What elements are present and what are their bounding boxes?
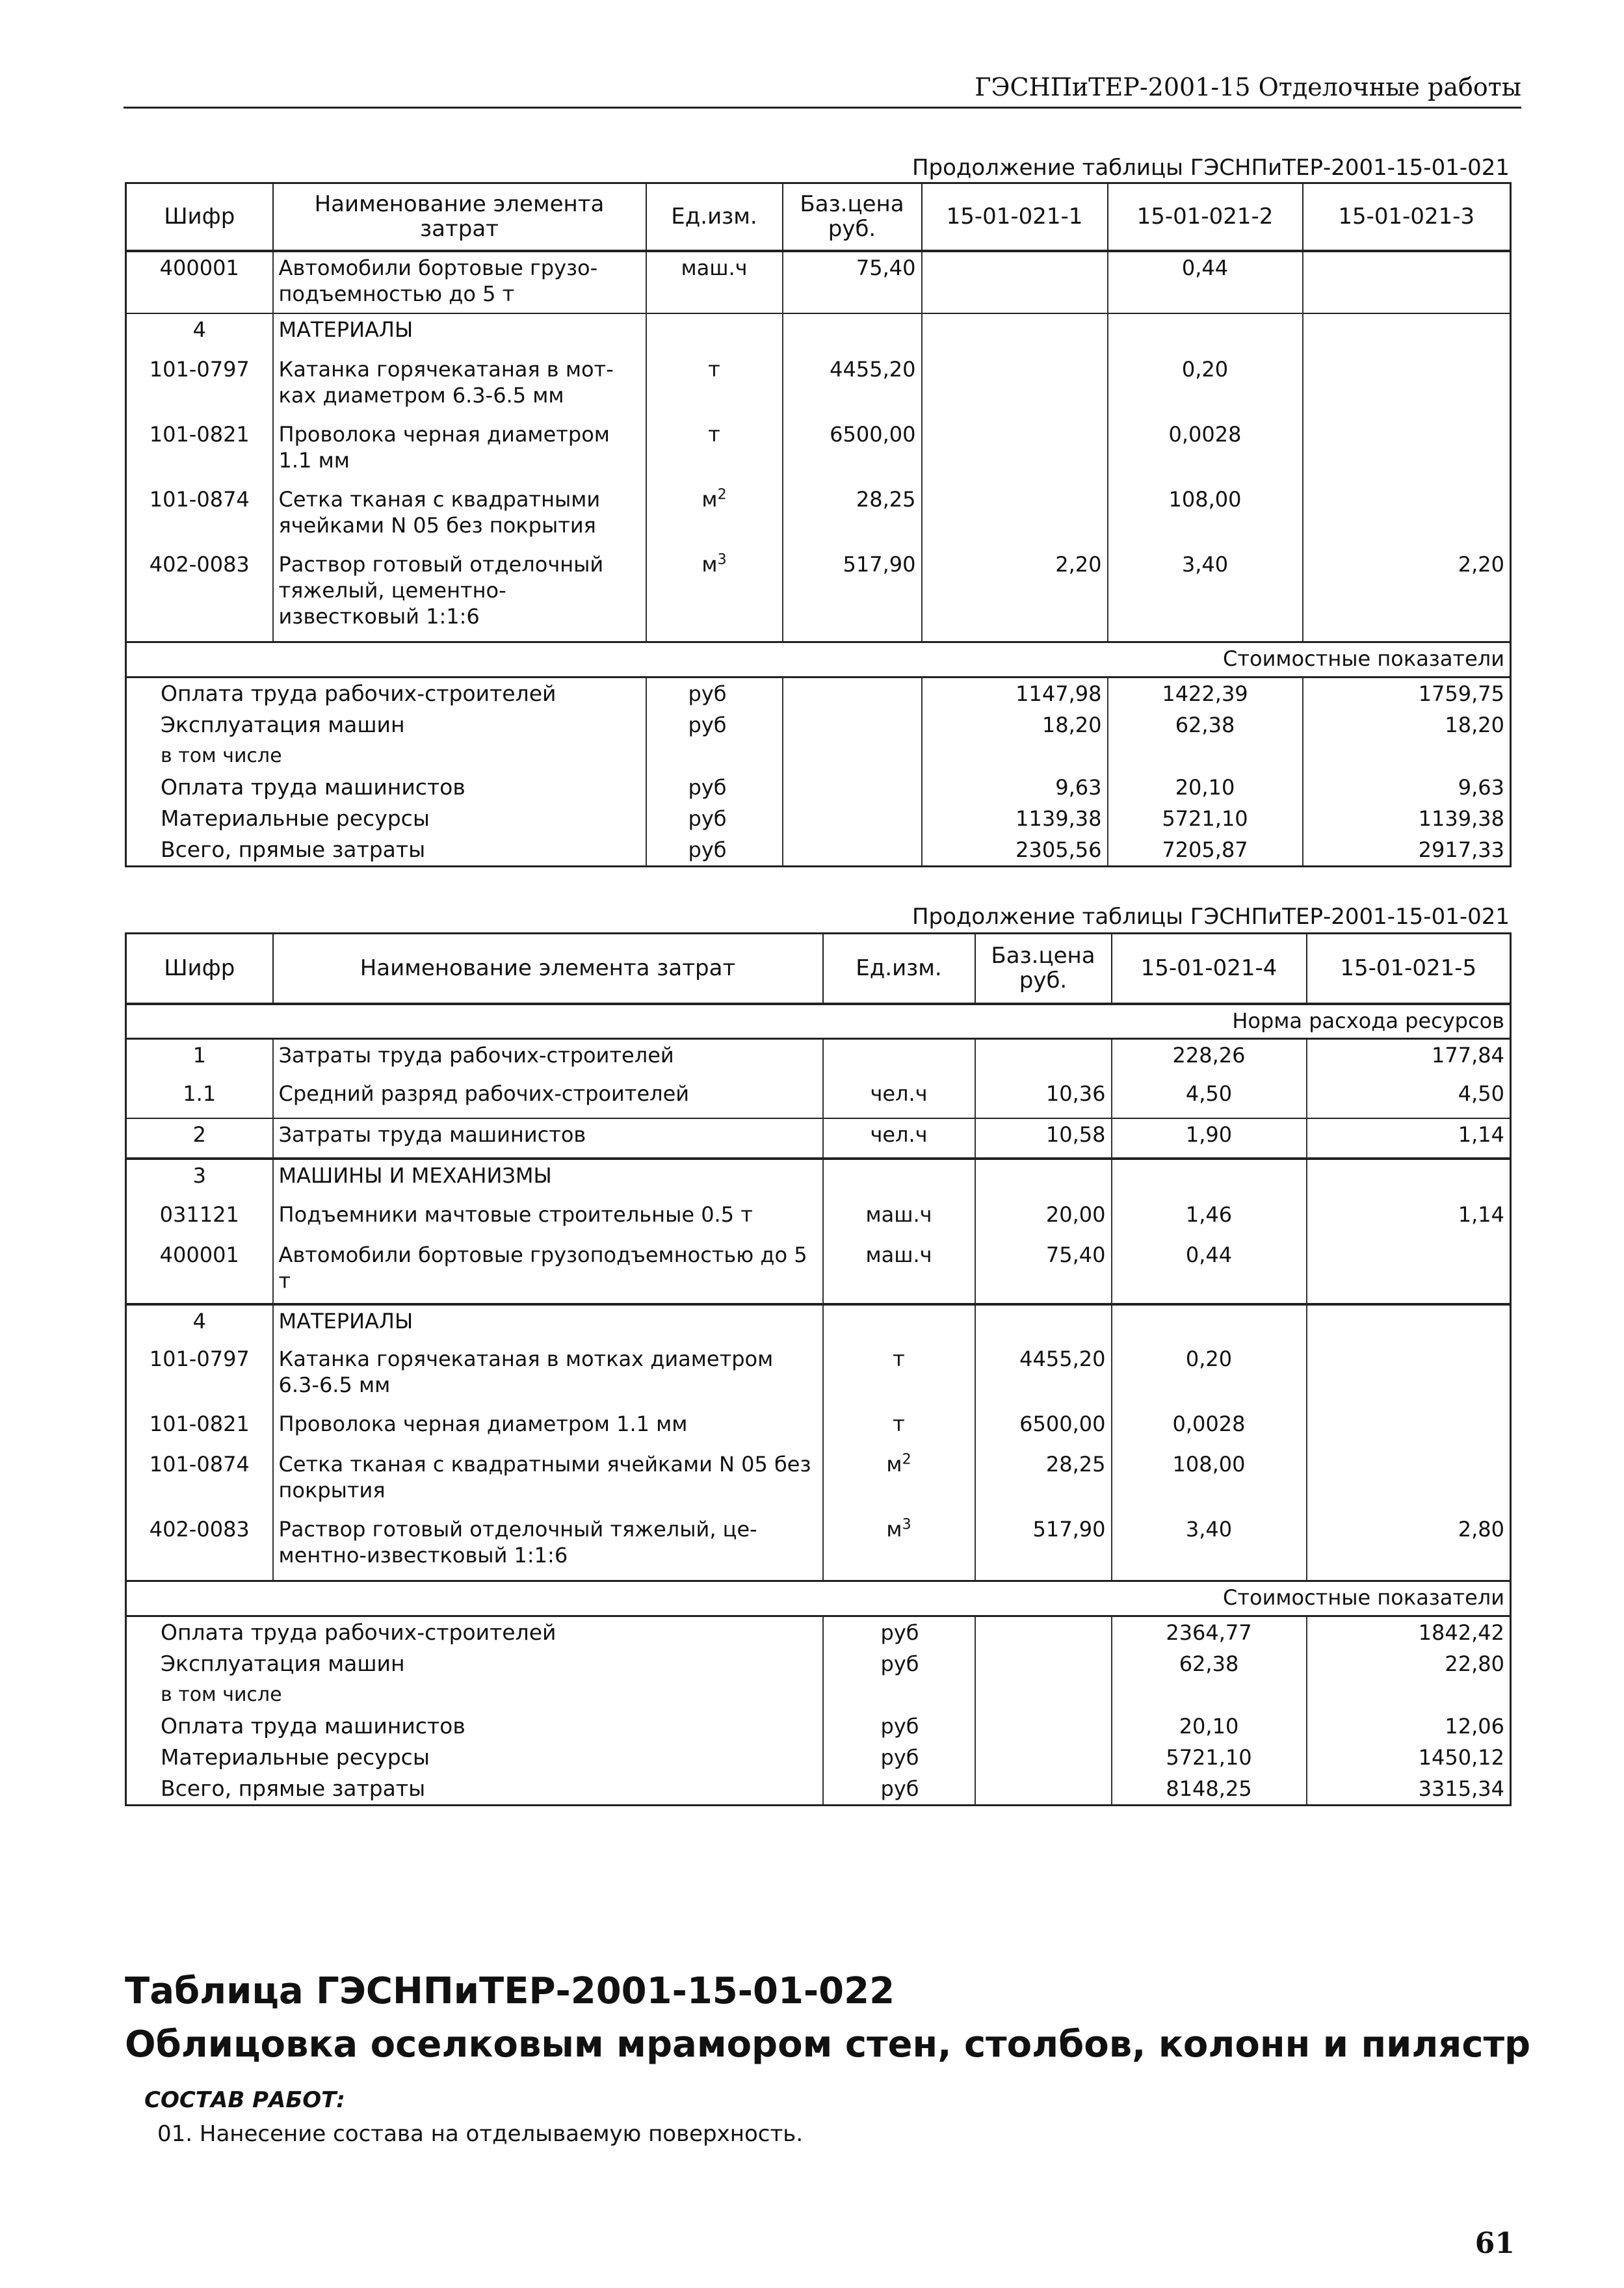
cost-label: Эксплуатация машин xyxy=(126,1648,823,1679)
table1 xyxy=(125,182,1512,867)
next-table-title: Таблица ГЭСНПиТЕР-2001-15-01-022 xyxy=(125,1970,895,2012)
row-name: Автомобили бортовые грузоподъемностью до 5 т xyxy=(273,1239,823,1304)
cost-unit: руб xyxy=(646,677,783,710)
cost-row xyxy=(126,1773,1511,1806)
row-name: Сетка тканая с квадратными ячейками N 05 без покрытия xyxy=(273,484,646,549)
cost-row xyxy=(126,1711,1511,1742)
cost-value-5: 12,06 xyxy=(1307,1711,1511,1742)
t2-header-code: Шифр xyxy=(126,934,273,1004)
row-name: Сетка тканая с квадратными ячейками N 05 без покрытия xyxy=(273,1449,823,1514)
row-code: 1.1 xyxy=(126,1078,273,1118)
cost-label: Оплата труда рабочих-строителей xyxy=(126,1616,823,1649)
row-price: 28,25 xyxy=(783,484,922,549)
table-row xyxy=(126,1408,1511,1449)
t2-header-col5: 15-01-021-5 xyxy=(1307,934,1511,1004)
row-name: Затраты труда машинистов xyxy=(273,1118,823,1159)
row-value-1: 2,20 xyxy=(922,549,1108,642)
cost-value-4: 62,38 xyxy=(1112,1648,1307,1679)
row-unit: $м^3$ xyxy=(646,549,783,642)
row-unit: т xyxy=(823,1343,975,1408)
row-value-5: 2,80 xyxy=(1307,1514,1511,1581)
row-value-4: 0,0028 xyxy=(1112,1408,1307,1449)
row-unit: т xyxy=(823,1408,975,1449)
row-code: 101-0821 xyxy=(126,419,273,484)
row-unit: маш.ч xyxy=(823,1199,975,1239)
row-value-4: 228,26 xyxy=(1112,1039,1307,1078)
t2-header-unit: Ед.изм. xyxy=(823,934,975,1004)
cost-value-5: 1450,12 xyxy=(1307,1742,1511,1773)
row-code: 1 xyxy=(126,1039,273,1078)
row-value-5 xyxy=(1307,1239,1511,1304)
row-value-5 xyxy=(1307,1343,1511,1408)
cost-row xyxy=(126,677,1511,710)
row-unit xyxy=(823,1039,975,1078)
cost-unit: руб xyxy=(823,1742,975,1773)
row-value-4: 1,46 xyxy=(1112,1199,1307,1239)
row-name: Затраты труда рабочих-строителей xyxy=(273,1039,823,1078)
table1-caption: Продолжение таблицы ГЭСНПиТЕР-2001-15-01-021 xyxy=(911,155,1510,181)
cost-value-1: 2305,56 xyxy=(922,834,1108,867)
cost-row xyxy=(126,709,1511,741)
cost-value-5: 1842,42 xyxy=(1307,1616,1511,1649)
row-code: 402-0083 xyxy=(126,1514,273,1581)
cost-label: Оплата труда рабочих-строителей xyxy=(126,677,646,710)
row-unit: маш.ч xyxy=(823,1239,975,1304)
page-number: 61 xyxy=(1474,2227,1515,2260)
cost-unit: руб xyxy=(823,1711,975,1742)
cost-header-row xyxy=(126,1581,1511,1616)
section-title: МАТЕРИАЛЫ xyxy=(273,1304,823,1343)
row-unit: чел.ч xyxy=(823,1118,975,1159)
row-value-3 xyxy=(1303,354,1511,419)
t1-header-unit: Ед.изм. xyxy=(646,183,783,251)
row-code: 3 xyxy=(126,1159,273,1199)
row-code: 2 xyxy=(126,1118,273,1159)
row-value-1 xyxy=(922,484,1108,549)
cost-label: Эксплуатация машин xyxy=(126,709,646,741)
cost-value-1: 18,20 xyxy=(922,709,1108,741)
row-unit: $м^2$ xyxy=(646,484,783,549)
cost-value-3: 18,20 xyxy=(1303,709,1511,741)
row-code: 031121 xyxy=(126,1199,273,1239)
row-value-3 xyxy=(1303,251,1511,313)
cost-unit: руб xyxy=(646,709,783,741)
cost-unit: руб xyxy=(823,1616,975,1649)
row-code: 400001 xyxy=(126,251,273,313)
t1-header-col3: 15-01-021-3 xyxy=(1303,183,1511,251)
row-value-4: 0,44 xyxy=(1112,1239,1307,1304)
row-unit: чел.ч xyxy=(823,1078,975,1118)
cost-value-3: 2917,33 xyxy=(1303,834,1511,867)
cost-label: Материальные ресурсы xyxy=(126,803,646,834)
cost-header: Стоимостные показатели xyxy=(126,1581,1511,1616)
row-price: 75,40 xyxy=(783,251,922,313)
table-row xyxy=(126,1304,1511,1343)
row-value-4: 0,20 xyxy=(1112,1343,1307,1408)
table2-caption: Продолжение таблицы ГЭСНПиТЕР-2001-15-01-021 xyxy=(911,904,1510,930)
row-value-5 xyxy=(1307,1449,1511,1514)
row-value-4: 3,40 xyxy=(1112,1514,1307,1581)
row-code: 101-0821 xyxy=(126,1408,273,1449)
t1-header-price: Баз.цена руб. xyxy=(783,183,922,251)
table-row xyxy=(126,1199,1511,1239)
row-price: 10,36 xyxy=(975,1078,1112,1118)
cost-value-1: 9,63 xyxy=(922,772,1108,803)
row-code: 101-0874 xyxy=(126,484,273,549)
norm-header-row xyxy=(126,1004,1511,1039)
cost-label: Оплата труда машинистов xyxy=(126,1711,823,1742)
table-row xyxy=(126,484,1511,549)
section-title: МАШИНЫ И МЕХАНИЗМЫ xyxy=(273,1159,823,1199)
row-unit: т xyxy=(646,419,783,484)
cost-value-3: 1139,38 xyxy=(1303,803,1511,834)
cost-value-4: 5721,10 xyxy=(1112,1742,1307,1773)
row-unit: т xyxy=(646,354,783,419)
next-table-subtitle: Облицовка оселковым мрамором стен, столбов, колонн и пилястр xyxy=(125,2023,1531,2066)
cost-row xyxy=(126,1742,1511,1773)
row-value-2: 0,20 xyxy=(1108,354,1303,419)
row-code: 400001 xyxy=(126,1239,273,1304)
t2-header-price: Баз.цена руб. xyxy=(975,934,1112,1004)
row-name: Раствор готовый отделочный тяжелый, цементно-известковый 1:1:6 xyxy=(273,549,646,642)
row-value-3 xyxy=(1303,484,1511,549)
row-value-2: 0,0028 xyxy=(1108,419,1303,484)
row-price xyxy=(975,1039,1112,1078)
work-item: 01. Нанесение состава на отделываемую поверхность. xyxy=(157,2121,804,2147)
row-price: 20,00 xyxy=(975,1199,1112,1239)
table-row xyxy=(126,1118,1511,1159)
table-row xyxy=(126,1159,1511,1199)
row-price: 4455,20 xyxy=(783,354,922,419)
row-value-5: 4,50 xyxy=(1307,1078,1511,1118)
cost-value-5: 3315,34 xyxy=(1307,1773,1511,1806)
row-value-5: 1,14 xyxy=(1307,1118,1511,1159)
row-name: Катанка горячекатаная в мот-ках диаметром 6.3-6.5 мм xyxy=(273,354,646,419)
row-value-4: 4,50 xyxy=(1112,1078,1307,1118)
cost-value-2: 7205,87 xyxy=(1108,834,1303,867)
cost-value-2: 62,38 xyxy=(1108,709,1303,741)
table-row xyxy=(126,354,1511,419)
table-row xyxy=(126,1239,1511,1304)
row-price: 28,25 xyxy=(975,1449,1112,1514)
table2 xyxy=(125,932,1512,1806)
row-value-1 xyxy=(922,354,1108,419)
cost-value-5: 22,80 xyxy=(1307,1648,1511,1679)
cost-label: Оплата труда машинистов xyxy=(126,772,646,803)
row-name: Средний разряд рабочих-строителей xyxy=(273,1078,823,1118)
running-header: ГЭСНПиТЕР-2001-15 Отделочные работы xyxy=(124,70,1521,109)
row-unit: $м^3$ xyxy=(823,1514,975,1581)
section-title: МАТЕРИАЛЫ xyxy=(273,313,646,354)
t2-header-name: Наименование элемента затрат xyxy=(273,934,823,1004)
row-unit: $м^2$ xyxy=(823,1449,975,1514)
row-code: 101-0797 xyxy=(126,1343,273,1408)
table-row xyxy=(126,251,1511,313)
cost-unit: руб xyxy=(823,1648,975,1679)
cost-value-4: 8148,25 xyxy=(1112,1773,1307,1806)
table-row xyxy=(126,1514,1511,1581)
cost-value-2: 20,10 xyxy=(1108,772,1303,803)
row-price: 4455,20 xyxy=(975,1343,1112,1408)
t1-header-name: Наименование элемента затрат xyxy=(273,183,646,251)
cost-row xyxy=(126,1648,1511,1679)
cost-row xyxy=(126,834,1511,867)
row-price: 75,40 xyxy=(975,1239,1112,1304)
cost-header-row xyxy=(126,642,1511,677)
row-code: 4 xyxy=(126,313,273,354)
row-price: 6500,00 xyxy=(975,1408,1112,1449)
table-row xyxy=(126,549,1511,642)
row-value-4: 1,90 xyxy=(1112,1118,1307,1159)
row-value-3: 2,20 xyxy=(1303,549,1511,642)
cost-row xyxy=(126,1616,1511,1649)
row-code: 4 xyxy=(126,1304,273,1343)
row-code: 101-0874 xyxy=(126,1449,273,1514)
row-value-5: 177,84 xyxy=(1307,1039,1511,1078)
t2-header-col4: 15-01-021-4 xyxy=(1112,934,1307,1004)
norm-header: Норма расхода ресурсов xyxy=(126,1004,1511,1039)
row-value-2: 3,40 xyxy=(1108,549,1303,642)
cost-unit: руб xyxy=(646,834,783,867)
work-composition-label: СОСТАВ РАБОТ: xyxy=(144,2087,345,2113)
row-price: 10,58 xyxy=(975,1118,1112,1159)
t1-header-col1: 15-01-021-1 xyxy=(922,183,1108,251)
cost-header: Стоимостные показатели xyxy=(126,642,1511,677)
cost-row xyxy=(126,772,1511,803)
row-code: 101-0797 xyxy=(126,354,273,419)
cost-label: Всего, прямые затраты xyxy=(126,1773,823,1806)
row-name: Автомобили бортовые грузо-подъемностью до 5 т xyxy=(273,251,646,313)
cost-row xyxy=(126,1679,1511,1711)
cost-label: в том числе xyxy=(126,741,646,772)
row-value-1 xyxy=(922,251,1108,313)
cost-value-4: 20,10 xyxy=(1112,1711,1307,1742)
cost-value-3: 9,63 xyxy=(1303,772,1511,803)
cost-row xyxy=(126,803,1511,834)
cost-label: в том числе xyxy=(126,1679,823,1711)
cost-label: Материальные ресурсы xyxy=(126,1742,823,1773)
cost-row xyxy=(126,741,1511,772)
cost-unit: руб xyxy=(823,1773,975,1806)
row-name: Раствор готовый отделочный тяжелый, це-ментно-известковый 1:1:6 xyxy=(273,1514,823,1581)
row-price: 517,90 xyxy=(783,549,922,642)
t1-header-col2: 15-01-021-2 xyxy=(1108,183,1303,251)
table-row xyxy=(126,1039,1511,1078)
row-value-4: 108,00 xyxy=(1112,1449,1307,1514)
table-row xyxy=(126,419,1511,484)
row-value-5 xyxy=(1307,1408,1511,1449)
row-value-2: 108,00 xyxy=(1108,484,1303,549)
row-price: 517,90 xyxy=(975,1514,1112,1581)
cost-value-1: 1139,38 xyxy=(922,803,1108,834)
row-value-3 xyxy=(1303,419,1511,484)
cost-value-3: 1759,75 xyxy=(1303,677,1511,710)
table-row xyxy=(126,1449,1511,1514)
row-code: 402-0083 xyxy=(126,549,273,642)
row-name: Проволока черная диаметром 1.1 мм xyxy=(273,1408,823,1449)
cost-unit: руб xyxy=(646,772,783,803)
row-name: Подъемники мачтовые строительные 0.5 т xyxy=(273,1199,823,1239)
table-row xyxy=(126,1343,1511,1408)
table-row xyxy=(126,313,1511,354)
cost-value-2: 5721,10 xyxy=(1108,803,1303,834)
row-value-1 xyxy=(922,419,1108,484)
cost-value-1: 1147,98 xyxy=(922,677,1108,710)
t1-header-code: Шифр xyxy=(126,183,273,251)
row-name: Проволока черная диаметром 1.1 мм xyxy=(273,419,646,484)
row-value-2: 0,44 xyxy=(1108,251,1303,313)
cost-unit: руб xyxy=(646,803,783,834)
row-price: 6500,00 xyxy=(783,419,922,484)
cost-value-4: 2364,77 xyxy=(1112,1616,1307,1649)
row-unit: маш.ч xyxy=(646,251,783,313)
row-name: Катанка горячекатаная в мотках диаметром 6.3-6.5 мм xyxy=(273,1343,823,1408)
table-row xyxy=(126,1078,1511,1118)
cost-value-2: 1422,39 xyxy=(1108,677,1303,710)
row-value-5: 1,14 xyxy=(1307,1199,1511,1239)
cost-label: Всего, прямые затраты xyxy=(126,834,646,867)
